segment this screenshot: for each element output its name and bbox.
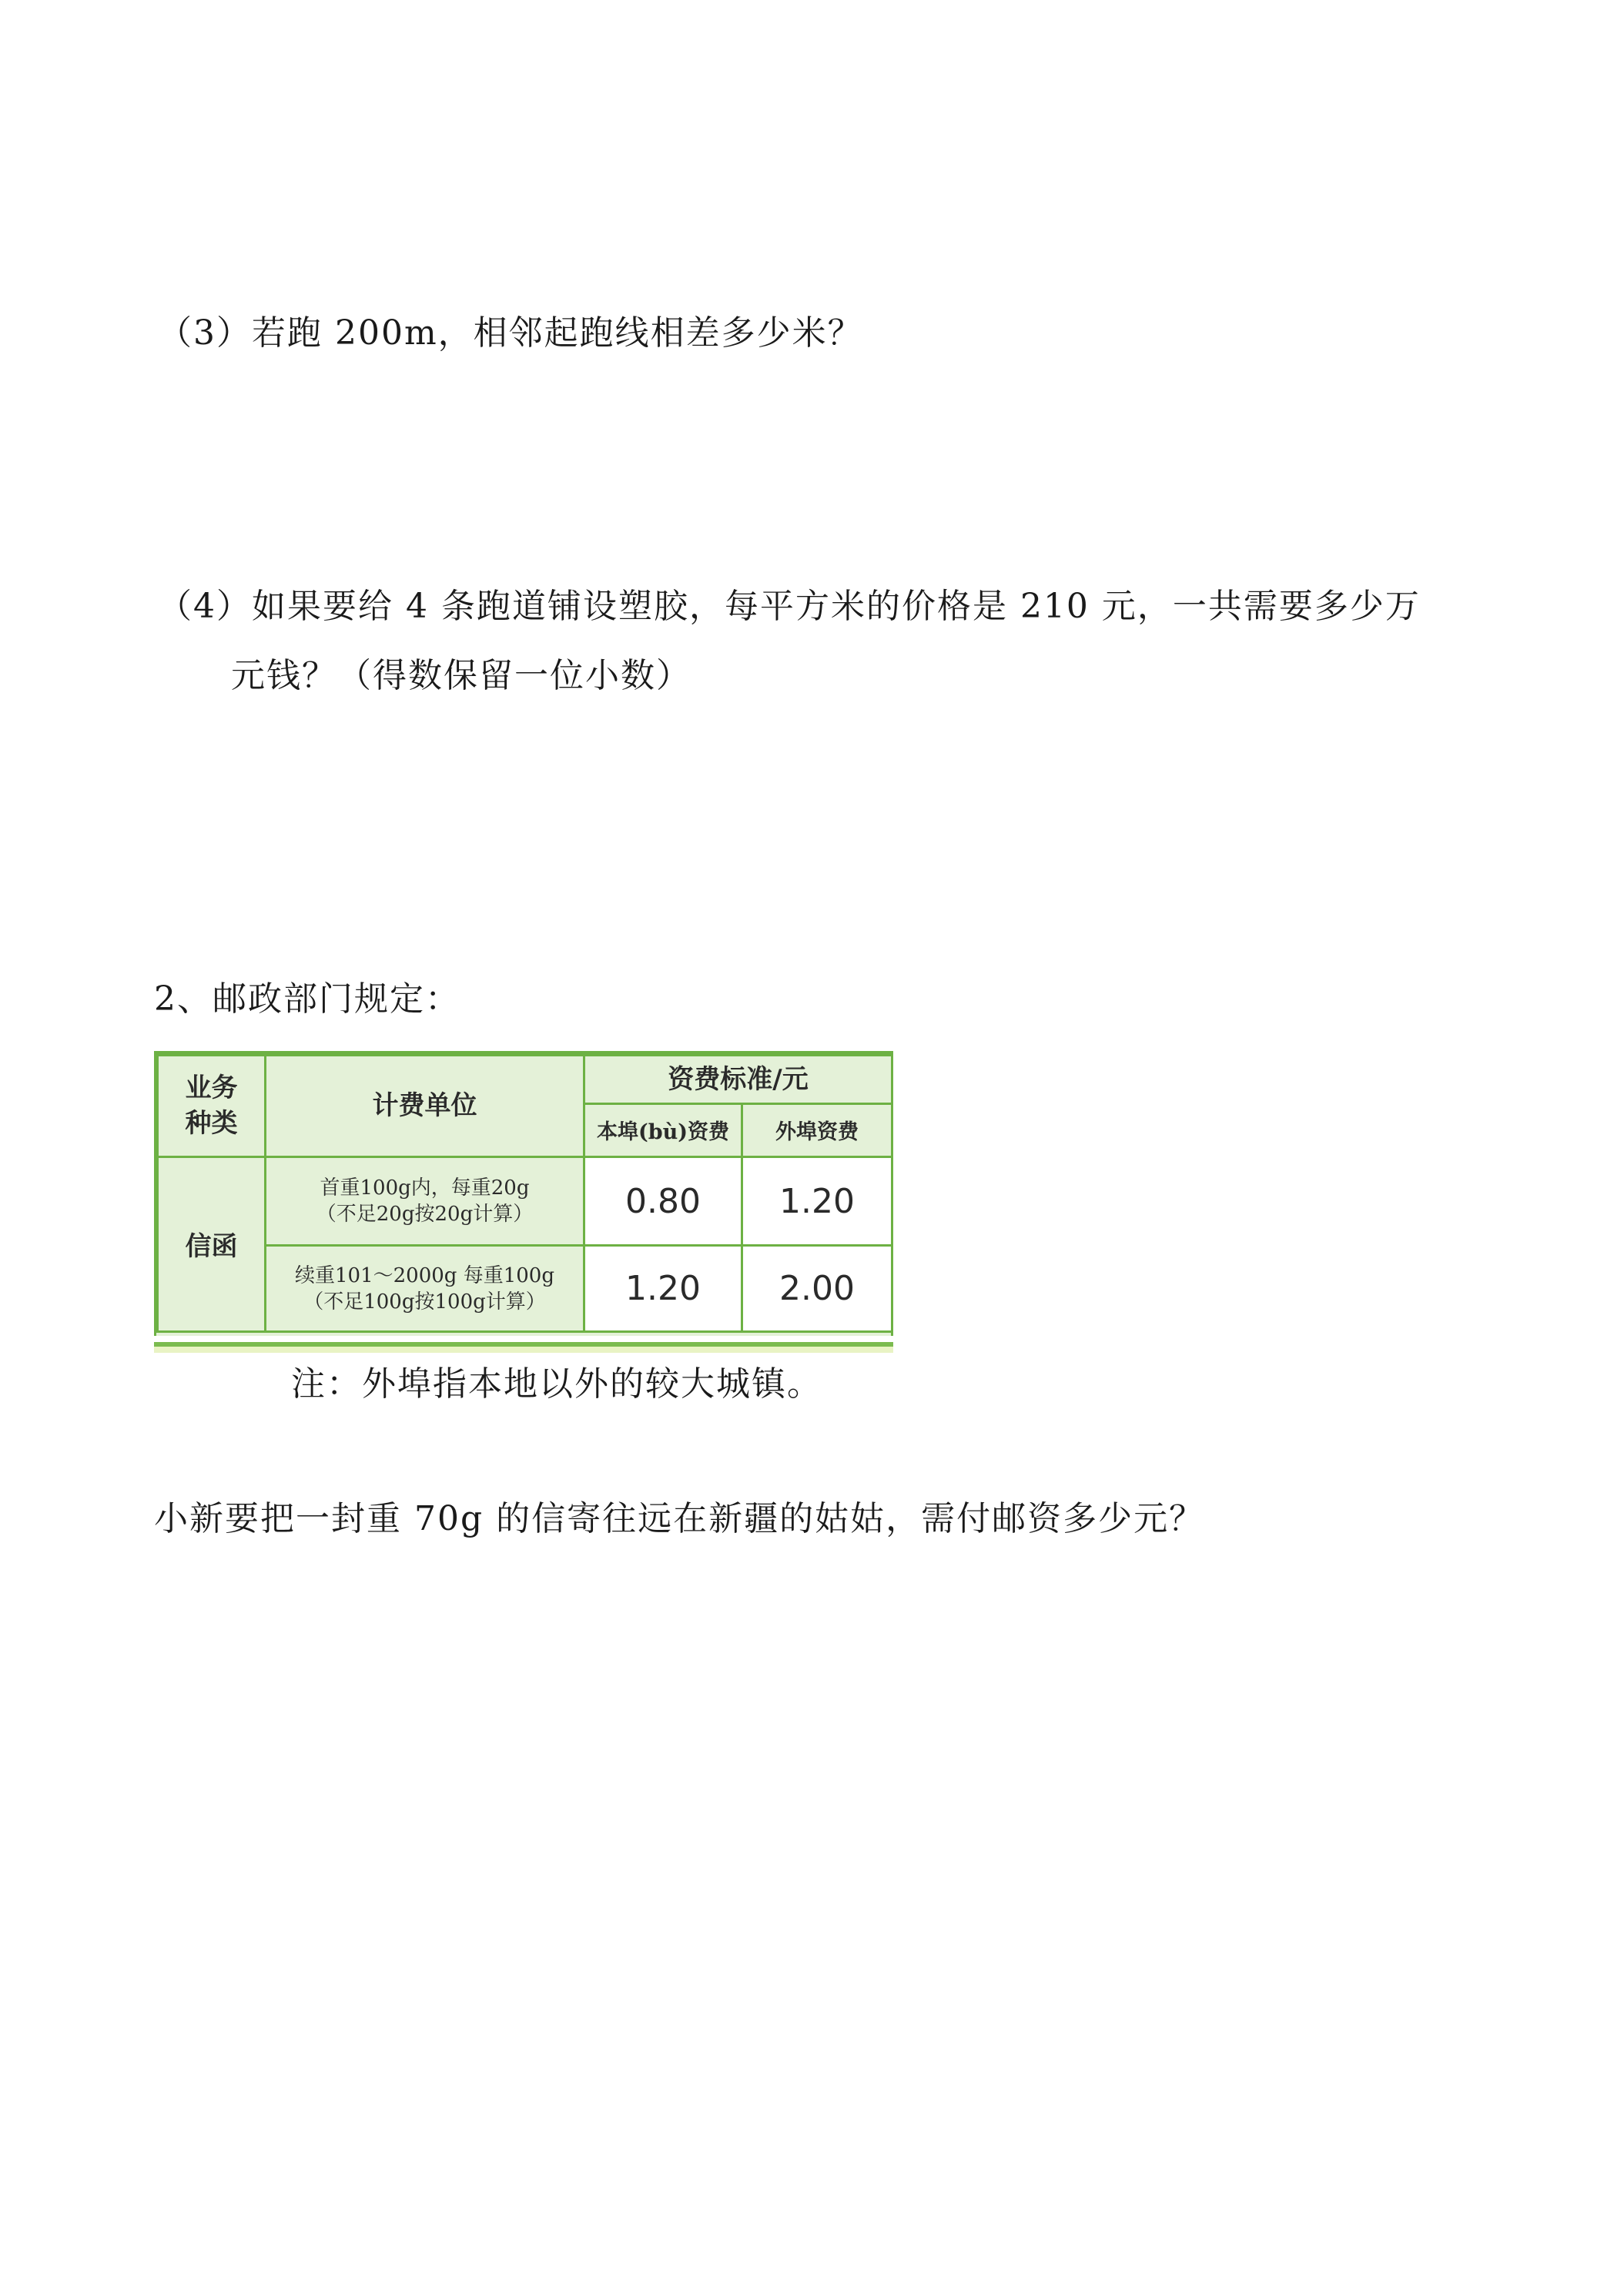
category-letter: 信函 bbox=[158, 1156, 266, 1331]
header-category bbox=[158, 1056, 266, 1157]
header-category-line-1: 业务 bbox=[185, 1073, 238, 1104]
rule-line-2: （不足100g按100g计算） bbox=[303, 1290, 546, 1314]
local-fee-value: 0.80 bbox=[584, 1156, 742, 1246]
table-row bbox=[158, 1246, 892, 1332]
section-2-heading: 2、邮政部门规定： bbox=[154, 979, 460, 1019]
header-local-fee: 本埠(bù)资费 bbox=[584, 1103, 742, 1156]
rule-extra-weight bbox=[266, 1246, 584, 1332]
rule-first-weight bbox=[266, 1156, 584, 1246]
question-4-line-2: 元钱？（得数保留一位小数） bbox=[231, 656, 691, 695]
header-unit: 计费单位 bbox=[266, 1056, 584, 1157]
question-3: （3）若跑 200m，相邻起跑线相差多少米？ bbox=[158, 313, 863, 353]
question-4-line-1: （4）如果要给 4 条跑道铺设塑胶，每平方米的价格是 210 元，一共需要多少万 bbox=[158, 587, 1421, 626]
rule-line-1: 首重100g内，每重20g bbox=[320, 1176, 530, 1200]
rule-line-1: 续重101～2000g 每重100g bbox=[295, 1263, 554, 1287]
section-2-question: 小新要把一封重 70g 的信寄往远在新疆的姑姑，需付邮资多少元？ bbox=[154, 1499, 1205, 1538]
header-remote-fee: 外埠资费 bbox=[742, 1103, 892, 1156]
header-category-line-2: 种类 bbox=[185, 1108, 238, 1140]
rule-line-2: （不足20g按20g计算） bbox=[316, 1203, 534, 1227]
local-fee-value: 1.20 bbox=[584, 1246, 742, 1332]
remote-fee-value: 1.20 bbox=[742, 1156, 892, 1246]
remote-fee-value: 2.00 bbox=[742, 1246, 892, 1332]
table-row bbox=[158, 1156, 892, 1246]
table-note: 注：外埠指本地以外的较大城镇。 bbox=[291, 1364, 822, 1404]
header-fee-standard: 资费标准/元 bbox=[584, 1056, 892, 1104]
table-bottom-shade bbox=[154, 1347, 893, 1353]
postal-rate-table bbox=[154, 1051, 893, 1336]
